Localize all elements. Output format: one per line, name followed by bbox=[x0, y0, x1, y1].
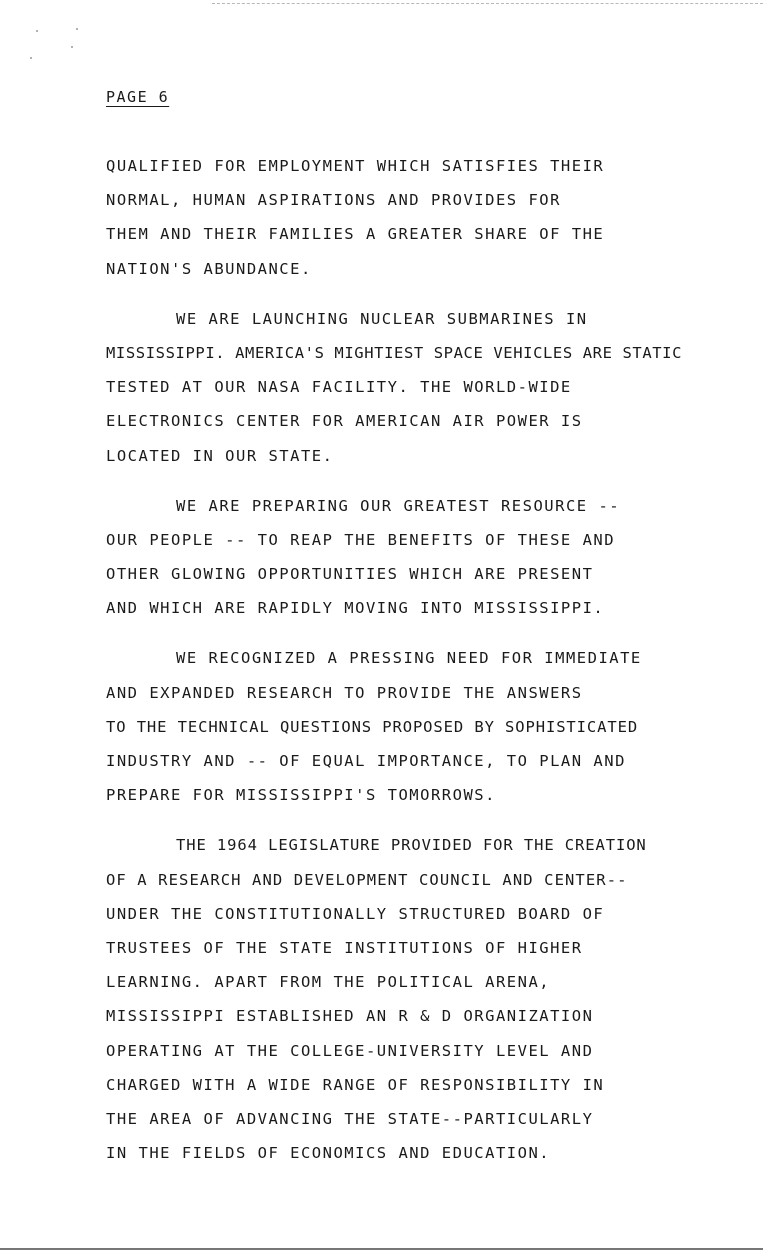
paragraph-5 bbox=[106, 828, 763, 1170]
text-line: NORMAL, HUMAN ASPIRATIONS AND PROVIDES FOR bbox=[106, 191, 561, 210]
text-line: OPERATING AT THE COLLEGE-UNIVERSITY LEVEL AND bbox=[106, 1041, 594, 1060]
text-line: WE ARE PREPARING OUR GREATEST RESOURCE -- bbox=[176, 496, 621, 515]
text-line: NATION'S ABUNDANCE. bbox=[106, 259, 312, 278]
text-line: MISSISSIPPI. AMERICA'S MIGHTIEST SPACE VEHICLES ARE STATIC bbox=[106, 343, 683, 362]
text-line: OUR PEOPLE -- TO REAP THE BENEFITS OF THESE AND bbox=[106, 530, 616, 549]
text-line: WE ARE LAUNCHING NUCLEAR SUBMARINES IN bbox=[176, 309, 588, 328]
text-line: IN THE FIELDS OF ECONOMICS AND EDUCATION. bbox=[106, 1144, 551, 1163]
document-body bbox=[106, 149, 763, 1186]
text-line: WE RECOGNIZED A PRESSING NEED FOR IMMEDIATE bbox=[176, 649, 642, 668]
text-line: LEARNING. APART FROM THE POLITICAL ARENA, bbox=[106, 973, 551, 992]
text-line: THE 1964 LEGISLATURE PROVIDED FOR THE CREATION bbox=[176, 836, 647, 855]
text-line: TRUSTEES OF THE STATE INSTITUTIONS OF HIGHER bbox=[106, 938, 583, 957]
top-dashed-rule bbox=[212, 3, 763, 4]
scan-speck bbox=[36, 30, 38, 32]
text-line: THEM AND THEIR FAMILIES A GREATER SHARE OF THE bbox=[106, 225, 605, 244]
text-line: QUALIFIED FOR EMPLOYMENT WHICH SATISFIES THEIR bbox=[106, 157, 605, 175]
text-line: CHARGED WITH A WIDE RANGE OF RESPONSIBILITY IN bbox=[106, 1075, 605, 1094]
page-number-label: PAGE 6 bbox=[106, 88, 170, 106]
scan-speck bbox=[76, 28, 78, 30]
text-line: TO THE TECHNICAL QUESTIONS PROPOSED BY SOPHISTICATED bbox=[106, 717, 639, 736]
paragraph-4 bbox=[106, 641, 763, 812]
text-line: UNDER THE CONSTITUTIONALLY STRUCTURED BOARD OF bbox=[106, 904, 605, 923]
scan-speck bbox=[71, 46, 73, 48]
text-line: AND EXPANDED RESEARCH TO PROVIDE THE ANSWERS bbox=[106, 683, 583, 702]
text-line: AND WHICH ARE RAPIDLY MOVING INTO MISSISSIPPI. bbox=[106, 599, 605, 618]
text-line: ELECTRONICS CENTER FOR AMERICAN AIR POWER IS bbox=[106, 412, 583, 431]
paragraph-1 bbox=[106, 149, 763, 286]
text-line: MISSISSIPPI ESTABLISHED AN R & D ORGANIZATION bbox=[106, 1007, 594, 1026]
text-line: LOCATED IN OUR STATE. bbox=[106, 446, 334, 465]
text-line: THE AREA OF ADVANCING THE STATE--PARTICULARLY bbox=[106, 1109, 594, 1128]
text-line: OF A RESEARCH AND DEVELOPMENT COUNCIL AND CENTER-- bbox=[106, 870, 628, 889]
paragraph-3 bbox=[106, 489, 763, 626]
paragraph-2 bbox=[106, 302, 763, 473]
text-line: PREPARE FOR MISSISSIPPI'S TOMORROWS. bbox=[106, 786, 496, 805]
text-line: TESTED AT OUR NASA FACILITY. THE WORLD-WIDE bbox=[106, 378, 572, 397]
bottom-page-rule bbox=[0, 1248, 763, 1250]
scan-speck bbox=[30, 57, 32, 59]
text-line: INDUSTRY AND -- OF EQUAL IMPORTANCE, TO PLAN AND bbox=[106, 752, 626, 770]
text-line: OTHER GLOWING OPPORTUNITIES WHICH ARE PRESENT bbox=[106, 565, 594, 584]
